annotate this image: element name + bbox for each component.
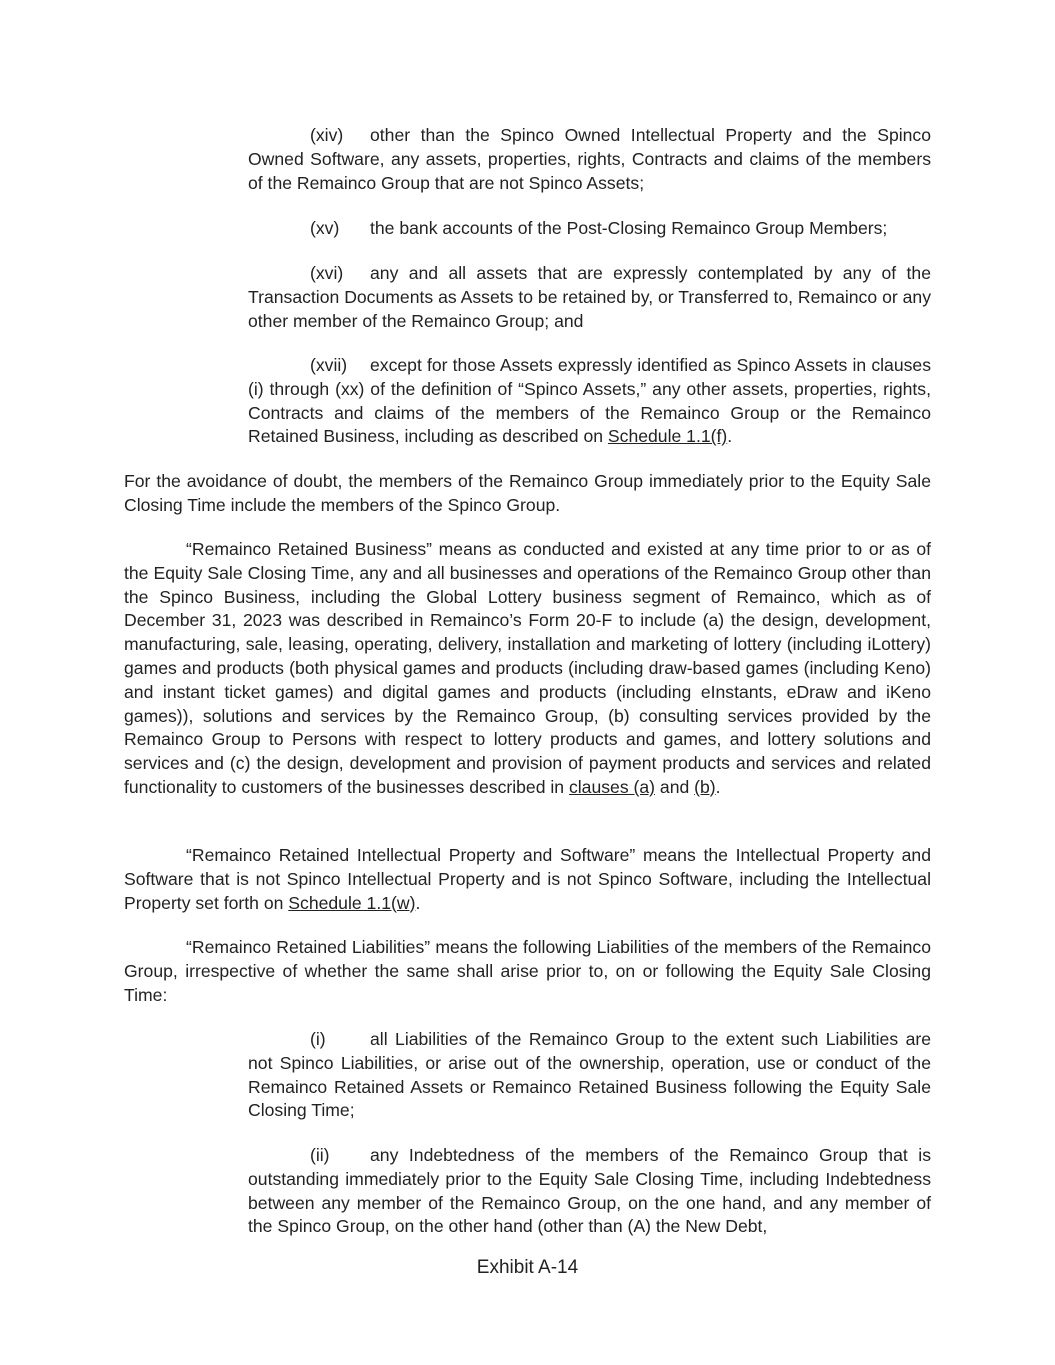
schedule-reference: Schedule 1.1(f) [607,426,728,447]
schedule-reference: Schedule 1.1(w) [288,892,416,913]
clause-reference: (b) [694,776,716,797]
clause-xvi [248,262,931,333]
clause-number: (xvii) [310,355,348,375]
clause-xvii: (xvii) except for those Assets expressly identified as Spinco Assets in clauses (i) through (xx) of the definition of “Spinco Assets,” any other assets, properties, rights, Contracts and claims of the members of the Remainco Group or the Remainco Retained Business, including as described on Schedule 1.1(f). [248,355,931,447]
clause-xiv [248,124,931,195]
clause-number: (ii) [310,1145,330,1165]
clause-number: (xv) [310,218,340,238]
avoidance-paragraph: For the avoidance of doubt, the members of the Remainco Group immediately prior to the Equity Sale Closing Time include the members of the Spinco Group. [124,471,931,515]
page-footer: Exhibit A-14 [476,1257,579,1278]
definition-text: “Remainco Retained Intellectual Property and Software” means the Intellectual Property and Software that is not Spinco Intellectual Property and is not Spinco Software, including the Intellectual Property set forth on [124,845,931,913]
clause-number: (xvi) [310,263,344,283]
clause-text: the bank accounts of the Post-Closing Remainco Group Members; [370,218,888,238]
clause-number: (i) [310,1029,326,1049]
clause-xv [248,217,931,241]
clause-text: other than the Spinco Owned Intellectual Property and the Spinco Owned Software, any assets, properties, rights, Contracts and claims of the members of the Remainco Group that are not Spinco Assets; [248,125,931,193]
clause-reference: clauses (a) [568,776,656,797]
clause-text: any and all assets that are expressly contemplated by any of the Transaction Documents as Assets to be retained by, or Transferred to, Remainco or any other member of the Remainco Group; and [248,263,931,331]
definition-text: “Remainco Retained Business” means as conducted and existed at any time prior to or as of the Equity Sale Closing Time, any and all businesses and operations of the Remainco Group other than the Spinco Business, including the Global Lottery business segment of Remainco, which as of December 31, 2023 was described in Remainco’s Form 20-F to include (a) the design, development, manufacturing, sale, leasing, operating, delivery, installation and marketing of lottery (including iLottery) games and products (both physical games and products (including draw-based games (including Keno) and instant ticket games) and digital games and products (including eInstants, eDraw and iKeno games)), solutions and services by the Remainco Group, (b) consulting services provided by the Remainco Group to Persons with respect to lottery products and games, and lottery solutions and services and (c) the design, development and provision of payment products and services and related functionality to customers of the businesses described in [124,539,931,797]
clause-text: all Liabilities of the Remainco Group to the extent such Liabilities are not Spinco Liabilities, or arise out of the ownership, operation, use or conduct of the Remainco Retained Assets or Remainco Retained Business following the Equity Sale Closing Time; [248,1029,931,1121]
liability-clause-i [248,1028,931,1123]
clause-number: (xiv) [310,125,344,145]
clause-text: except for those Assets expressly identified as Spinco Assets in clauses (i) through (xx) of the definition of “Spinco Assets,” any other assets, properties, rights, Contracts and claims of the members of the Remainco Group or the Remainco Retained Business, including as described on [248,355,931,447]
liability-clause-ii [248,1144,931,1239]
definition-remainco-retained-business: “Remainco Retained Business” means as conducted and existed at any time prior to or as of the Equity Sale Closing Time, any and all businesses and operations of the Remainco Group other than the Spinco Business, including the Global Lottery business segment of Remainco, which as of December 31, 2023 was described in Remainco’s Form 20-F to include (a) the design, development, manufacturing, sale, leasing, operating, delivery, installation and marketing of lottery (including iLottery) games and products (both physical games and products (including draw-based games (including Keno) and instant ticket games) and digital games and products (including eInstants, eDraw and iKeno games)), solutions and services by the Remainco Group, (b) consulting services provided by the Remainco Group to Persons with respect to lottery products and games, and lottery solutions and services and (c) the design, development and provision of payment products and services and related functionality to customers of the businesses described in clauses (a) and (b). [124,539,931,797]
definition-remainco-retained-ip: “Remainco Retained Intellectual Property and Software” means the Intellectual Property and Software that is not Spinco Intellectual Property and is not Spinco Software, including the Intellectual Property set forth on Schedule 1.1(w). [124,845,931,913]
definition-remainco-retained-liabilities: “Remainco Retained Liabilities” means the following Liabilities of the members of the Remainco Group, irrespective of whether the same shall arise prior to, on or following the Equity Sale Closing Time: [124,937,931,1005]
clause-text: any Indebtedness of the members of the Remainco Group that is outstanding immediately prior to the Equity Sale Closing Time, including Indebtedness between any member of the Remainco Group, on the one hand, and any member of the Spinco Group, on the other hand (other than (A) the New Debt, [248,1145,931,1237]
